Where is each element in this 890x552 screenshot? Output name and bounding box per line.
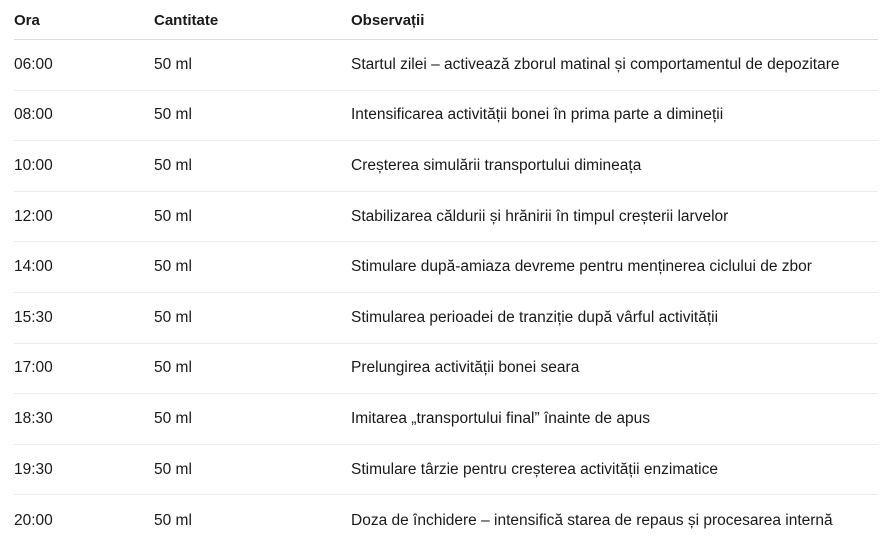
cell-cantitate: 50 ml (154, 308, 192, 326)
cell-observatii: Prelungirea activității bonei seara (351, 359, 580, 377)
table-header-row (14, 0, 878, 40)
cell-cantitate: 50 ml (154, 409, 192, 427)
cell-observatii: Imitarea „transportului final” înainte de apus (351, 409, 650, 427)
cell-observatii: Stimulare târzie pentru creșterea activității enzimatice (351, 460, 718, 478)
cell-ora: 18:30 (14, 409, 53, 427)
cell-ora: 10:00 (14, 156, 53, 174)
cell-ora: 15:30 (14, 308, 53, 326)
table-row (14, 242, 878, 293)
cell-ora: 08:00 (14, 106, 53, 124)
cell-observatii: Stimularea perioadei de tranziție după vârful activității (351, 308, 719, 326)
table-row (14, 192, 878, 243)
cell-cantitate: 50 ml (154, 258, 192, 276)
cell-cantitate: 50 ml (154, 511, 192, 529)
table-row (14, 495, 878, 546)
table-row (14, 293, 878, 344)
table-row (14, 40, 878, 91)
table-row (14, 91, 878, 142)
cell-cantitate: 50 ml (154, 359, 192, 377)
table-row (14, 445, 878, 496)
cell-observatii: Startul zilei – activează zborul matinal și comportamentul de depozitare (351, 55, 840, 73)
cell-observatii: Stimulare după-amiaza devreme pentru menținerea ciclului de zbor (351, 258, 812, 276)
cell-ora: 19:30 (14, 460, 53, 478)
cell-ora: 06:00 (14, 55, 53, 73)
cell-ora: 14:00 (14, 258, 53, 276)
cell-cantitate: 50 ml (154, 460, 192, 478)
cell-ora: 20:00 (14, 511, 53, 529)
column-header-cantitate: Cantitate (154, 12, 219, 29)
cell-cantitate: 50 ml (154, 156, 192, 174)
cell-observatii: Stabilizarea căldurii și hrănirii în timpul creșterii larvelor (351, 207, 729, 225)
cell-cantitate: 50 ml (154, 55, 192, 73)
cell-cantitate: 50 ml (154, 207, 192, 225)
column-header-ora: Ora (14, 12, 40, 29)
column-header-observatii: Observații (351, 12, 425, 29)
schedule-table (14, 0, 878, 546)
cell-ora: 17:00 (14, 359, 53, 377)
cell-observatii: Intensificarea activității bonei în prima parte a dimineții (351, 106, 724, 124)
table-row (14, 344, 878, 395)
cell-observatii: Creșterea simulării transportului dimineața (351, 156, 642, 174)
cell-observatii: Doza de închidere – intensifică starea de repaus și procesarea internă (351, 511, 833, 529)
table-row (14, 394, 878, 445)
cell-ora: 12:00 (14, 207, 53, 225)
cell-cantitate: 50 ml (154, 106, 192, 124)
table-row (14, 141, 878, 192)
